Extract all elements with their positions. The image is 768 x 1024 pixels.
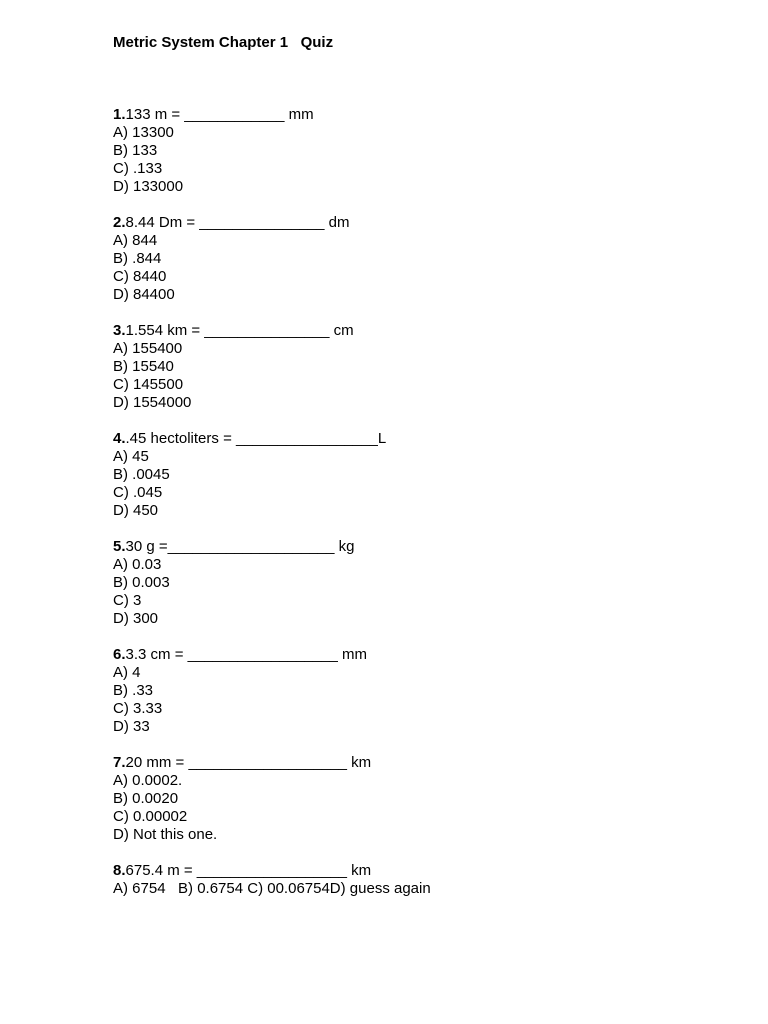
question-list xyxy=(113,106,733,916)
question-number: 7. xyxy=(113,754,126,771)
question-8 xyxy=(113,862,733,898)
question-2 xyxy=(113,214,733,304)
question-number: 3. xyxy=(113,322,126,339)
answer-option: C) 3 xyxy=(113,592,142,609)
question-prompt xyxy=(113,754,733,772)
answer-option-line: A) 6754 B) 0.6754 C) 00.06754D) guess again xyxy=(113,880,431,897)
answer-option: A) 0.03 xyxy=(113,556,162,573)
question-number: 2. xyxy=(113,214,126,231)
answer-option: D) 33 xyxy=(113,718,150,735)
question-text: .45 hectoliters = _________________L xyxy=(125,430,387,447)
question-prompt xyxy=(113,862,733,880)
answer-option: C) 8440 xyxy=(113,268,167,285)
question-text: 20 mm = ___________________ km xyxy=(125,754,372,771)
answer-option: D) 450 xyxy=(113,502,159,519)
question-text: 3.3 cm = __________________ mm xyxy=(125,646,367,663)
question-4 xyxy=(113,430,733,520)
question-number: 1. xyxy=(113,106,126,123)
answer-option: D) 133000 xyxy=(113,178,184,195)
question-prompt xyxy=(113,538,733,556)
answer-option: B) 133 xyxy=(113,142,158,159)
question-5 xyxy=(113,538,733,628)
question-number: 6. xyxy=(113,646,126,663)
question-number: 4. xyxy=(113,430,126,447)
answer-option: B) 0.003 xyxy=(113,574,170,591)
page-title: Metric System Chapter 1 Quiz xyxy=(113,34,334,51)
answer-option: B) 15540 xyxy=(113,358,174,375)
question-text: 675.4 m = __________________ km xyxy=(125,862,372,879)
answer-option: A) 0.0002. xyxy=(113,772,183,789)
question-prompt xyxy=(113,430,733,448)
question-3 xyxy=(113,322,733,412)
question-prompt xyxy=(113,214,733,232)
answer-option: A) 45 xyxy=(113,448,149,465)
question-7 xyxy=(113,754,733,844)
question-prompt xyxy=(113,646,733,664)
answer-option: C) 145500 xyxy=(113,376,184,393)
answer-option: D) 300 xyxy=(113,610,159,627)
answer-option: A) 155400 xyxy=(113,340,183,357)
question-text: 133 m = ____________ mm xyxy=(125,106,314,123)
question-text: 30 g =____________________ kg xyxy=(125,538,355,555)
answer-option: D) 84400 xyxy=(113,286,175,303)
question-text: 8.44 Dm = _______________ dm xyxy=(125,214,350,231)
answer-option: A) 13300 xyxy=(113,124,174,141)
answer-option: A) 4 xyxy=(113,664,141,681)
answer-option: C) 3.33 xyxy=(113,700,163,717)
question-1 xyxy=(113,106,733,196)
answer-option: D) 1554000 xyxy=(113,394,192,411)
question-number: 5. xyxy=(113,538,126,555)
answer-option: B) 0.0020 xyxy=(113,790,179,807)
answer-option: A) 844 xyxy=(113,232,158,249)
question-prompt xyxy=(113,106,733,124)
question-text: 1.554 km = _______________ cm xyxy=(125,322,354,339)
answer-option: C) .045 xyxy=(113,484,163,501)
answer-option: B) .0045 xyxy=(113,466,170,483)
question-number: 8. xyxy=(113,862,126,879)
answer-option: C) 0.00002 xyxy=(113,808,188,825)
question-6 xyxy=(113,646,733,736)
answer-option: C) .133 xyxy=(113,160,163,177)
answer-option: B) .844 xyxy=(113,250,162,267)
answer-option: B) .33 xyxy=(113,682,154,699)
answer-option: D) Not this one. xyxy=(113,826,218,843)
question-prompt xyxy=(113,322,733,340)
